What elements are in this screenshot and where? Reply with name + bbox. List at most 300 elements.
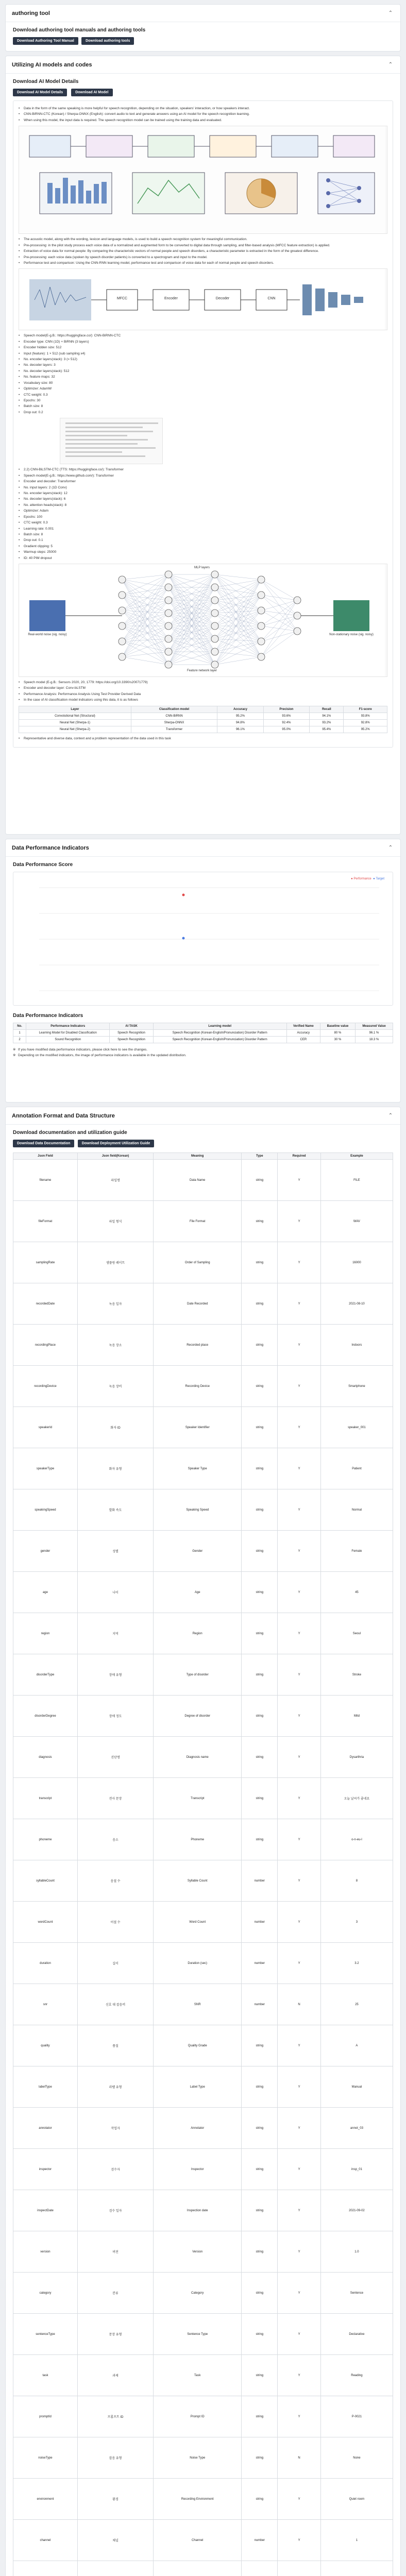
chevron-up-icon[interactable]: ⌃ — [388, 1113, 393, 1118]
table-cell: Sherpa-ONNX — [131, 719, 217, 726]
network-node — [211, 571, 218, 578]
table-cell: Y — [278, 1242, 321, 1283]
table-cell: 93.6% — [263, 713, 309, 719]
table-cell: 발화 속도 — [77, 1489, 153, 1531]
list-item: • Batch size: 8 — [19, 404, 43, 409]
table-cell: transcript — [13, 1778, 78, 1819]
table-cell: fileFormat — [13, 1201, 78, 1242]
network-node — [165, 661, 172, 668]
table-cell: duration — [13, 1943, 78, 1984]
table-cell: diagnosis — [13, 1737, 78, 1778]
table-cell — [242, 2561, 278, 2576]
download-tools-button[interactable]: Download authoring tools — [81, 37, 134, 45]
table-cell: Sentence Type — [154, 2314, 242, 2355]
table-cell: 오늘 날씨가 좋네요 — [320, 1778, 393, 1819]
table-cell: 과제 — [77, 2355, 153, 2396]
table-cell: File Format — [154, 1201, 242, 1242]
table-cell: Category — [154, 2273, 242, 2314]
table-cell: 작업자 — [77, 2108, 153, 2149]
diagram-left-label: Real-world noise (sig. noisy) — [28, 633, 67, 637]
table-cell: 녹음 장비 — [77, 1366, 153, 1407]
table-cell: 30 % — [320, 1037, 356, 1043]
table-cell: 라벨 유형 — [77, 2066, 153, 2108]
table-row — [13, 1819, 393, 1860]
table-cell: 녹음 일자 — [77, 1283, 153, 1325]
table-cell: 지역 — [77, 1613, 153, 1654]
network-node — [258, 622, 265, 630]
network-node — [258, 591, 265, 599]
table-row — [13, 1984, 393, 2025]
tab-model-details[interactable]: Download AI Model Details — [13, 89, 67, 96]
table-cell: quality — [13, 2025, 78, 2066]
table-cell: Gender — [154, 1531, 242, 1572]
table-cell: Version — [154, 2231, 242, 2273]
column-header: Example — [320, 1153, 393, 1160]
table-row — [13, 1407, 393, 1448]
table-row — [13, 1902, 393, 1943]
table-row — [13, 1201, 393, 1242]
table-cell: Degree of disorder — [154, 1696, 242, 1737]
table-cell: annotator — [13, 2108, 78, 2149]
list-item: • Learning rate: 0.001 — [19, 527, 54, 531]
network-node — [119, 576, 126, 583]
table-cell: snr — [13, 1984, 78, 2025]
list-item: • Drop out: 0.2 — [19, 410, 43, 414]
table-cell: string — [242, 2479, 278, 2520]
list-item: • Speech model (E-g.B.: Sensors 2020, 20, 1779: https://doi.org/10.3390/s20071779) — [19, 681, 148, 685]
table-cell: environment — [13, 2479, 78, 2520]
table-cell: Y — [278, 1407, 321, 1448]
table-cell: category — [13, 2273, 78, 2314]
table-cell: 품질 — [77, 2025, 153, 2066]
network-node — [119, 653, 126, 660]
network-node — [165, 597, 172, 604]
table-cell: speakingSpeed — [13, 1489, 78, 1531]
table-cell — [320, 2561, 393, 2576]
list-item: • Performance Analysis: Performance Analysis Using Test Provider Derived Data — [19, 692, 141, 696]
column-header: Layer — [19, 706, 131, 713]
list-item: • Pre-processing: each voice data (spoken by speech disorder patients) is converted to a spectrogram and input to the model. — [19, 255, 208, 259]
performance-header[interactable] — [6, 839, 400, 857]
table-cell: Female — [320, 1531, 393, 1572]
table-cell: Y — [278, 1448, 321, 1489]
table-cell: string — [242, 2149, 278, 2190]
list-item: • Speech model(E-g.B.: https://www.github.com/): Transformer — [19, 473, 114, 478]
table-cell: Y — [278, 2314, 321, 2355]
table-cell: 96.1% — [217, 726, 264, 733]
network-node — [211, 584, 218, 591]
network-node — [119, 591, 126, 599]
column-header: Type — [242, 1153, 278, 1160]
list-item: • No. decoder layers(stack): 6 — [19, 497, 66, 501]
list-item: • Epochs: 30 — [19, 399, 41, 403]
table-cell: Speech Recognition — [110, 1037, 153, 1043]
column-header: Accuracy — [217, 706, 264, 713]
table-cell: Speaker Identifier — [154, 1407, 242, 1448]
table-cell: N — [278, 2437, 321, 2479]
table-cell: Y — [278, 2149, 321, 2190]
table-row — [13, 1448, 393, 1489]
table-cell: 93.2% — [310, 719, 344, 726]
download-documentation-button[interactable]: Download Data Documentation — [13, 1140, 74, 1147]
table-cell: 1 — [320, 2520, 393, 2561]
annotation-table — [13, 1153, 393, 2576]
table-row — [19, 719, 387, 726]
table-cell: Indoors — [320, 1325, 393, 1366]
list-item: • Extraction of voice data for normal people: By comparing the characteristic vectors of normal people and speech disorders, a characteristic parameter is extracted in the form of the greatest difference. — [19, 249, 319, 253]
table-row — [13, 2520, 393, 2561]
perf-footnote-1: ※ If you have modified data performance indicators, please click here to see the changes. — [13, 1048, 148, 1052]
table-cell: version — [13, 2231, 78, 2273]
table-cell: 장애 정도 — [77, 1696, 153, 1737]
network-node — [294, 612, 301, 619]
table-cell: 2021-09-02 — [320, 2190, 393, 2231]
table-row — [13, 2149, 393, 2190]
table-cell: 길이 — [77, 1943, 153, 1984]
table-cell: Label Type — [154, 2066, 242, 2108]
network-node — [294, 628, 301, 635]
table-cell: 화자 유형 — [77, 1448, 153, 1489]
table-cell: task — [13, 2355, 78, 2396]
table-cell: 80 % — [320, 1030, 356, 1037]
table-cell: Mild — [320, 1696, 393, 1737]
table-row — [13, 2108, 393, 2149]
list-item: • The acoustic model, along with the wording, lexicon and language models, is used to build a speech recognition system for meaningful communication. — [19, 238, 247, 242]
table-row — [13, 1160, 393, 1201]
table-cell: speaker_001 — [320, 1407, 393, 1448]
download-manual-button[interactable]: Download Authoring Tool Manual — [13, 37, 78, 45]
list-item: • Encoder type: CNN (1D) + BiRNN (3 layers) — [19, 340, 89, 344]
table-cell: Y — [278, 1160, 321, 1201]
list-item: • No. feature maps: 32 — [19, 375, 55, 379]
table-cell: 2021-08-10 — [320, 1283, 393, 1325]
table-cell: inspectDate — [13, 2190, 78, 2231]
table-cell: string — [242, 1242, 278, 1283]
table-cell: 3.2 — [320, 1943, 393, 1984]
table-cell: Syllable Count — [154, 1860, 242, 1902]
table-cell: SNR — [154, 1984, 242, 2025]
list-item: • Optimizer: Adam — [19, 509, 49, 513]
table-cell: string — [242, 1613, 278, 1654]
list-item: • Drop out: 0.1 — [19, 538, 43, 543]
pipeline-figure — [19, 268, 387, 330]
list-item: • Pre-processing: in the pilot study process each voice data of a normalized and augmented form to be converted to digital data through sampling, and filter-based analysis (MFCC feature extraction) is applied. — [19, 243, 330, 247]
table-row — [13, 1325, 393, 1366]
table-cell: 92.4% — [263, 719, 309, 726]
table-cell: noiseType — [13, 2437, 78, 2479]
score-point-target — [182, 937, 185, 940]
table-cell: Phoneme — [154, 1819, 242, 1860]
table-cell: string — [242, 2190, 278, 2231]
authoring-subtitle: Download authoring tool manuals and authoring tools — [13, 27, 146, 33]
table-row — [13, 1283, 393, 1325]
table-cell: number — [242, 2520, 278, 2561]
table-cell: Y — [278, 1696, 321, 1737]
network-node — [258, 607, 265, 614]
column-header: Baseline value — [320, 1023, 356, 1030]
table-cell: 문장 유형 — [77, 2314, 153, 2355]
network-node — [211, 622, 218, 630]
network-node — [165, 648, 172, 655]
network-node — [119, 638, 126, 645]
table-cell: P-0021 — [320, 2396, 393, 2437]
table-row — [13, 1860, 393, 1902]
table-cell: 샘플링 레이트 — [77, 1242, 153, 1283]
table-cell: 환경 — [77, 2479, 153, 2520]
table-row — [19, 713, 387, 719]
table-cell: 92.8% — [344, 719, 387, 726]
list-item: • Epochs: 100 — [19, 515, 43, 519]
column-header: Learning model — [153, 1023, 286, 1030]
table-cell: Speech Recognition (Korean-English/Pronunciation) Disorder Pattern — [153, 1037, 286, 1043]
table-cell: string — [242, 1489, 278, 1531]
table-cell: string — [242, 2273, 278, 2314]
chevron-up-icon[interactable]: ⌃ — [388, 845, 393, 851]
table-cell: Y — [278, 2520, 321, 2561]
table-cell: string — [242, 2025, 278, 2066]
table-row — [13, 1037, 393, 1043]
table-cell: promptId — [13, 2396, 78, 2437]
table-row — [13, 2355, 393, 2396]
table-cell: Channel — [154, 2520, 242, 2561]
authoring-title: authoring tool — [12, 10, 50, 16]
download-guide-button[interactable]: Download Deployment Utilization Guide — [78, 1140, 155, 1147]
score-chart-panel — [13, 872, 393, 1006]
table-row — [13, 1778, 393, 1819]
table-row — [13, 1696, 393, 1737]
footnote: • Representative and diverse data, context and a problem representation of the data used in this task — [19, 736, 171, 740]
table-cell: filename — [13, 1160, 78, 1201]
authoring-header[interactable] — [6, 5, 400, 22]
table-row — [13, 2561, 393, 2576]
table-cell: number — [242, 1902, 278, 1943]
table-row — [19, 726, 387, 733]
table-cell: Duration (sec) — [154, 1943, 242, 1984]
table-cell: Annotator — [154, 2108, 242, 2149]
table-cell: string — [242, 2108, 278, 2149]
table-cell: Y — [278, 1819, 321, 1860]
ai-models-title: Utilizing AI models and codes — [12, 61, 92, 68]
table-cell: Y — [278, 1283, 321, 1325]
table-cell: 어절 수 — [77, 1902, 153, 1943]
table-cell: Region — [154, 1613, 242, 1654]
table-cell: 3 — [320, 1902, 393, 1943]
table-cell: 음절 수 — [77, 1860, 153, 1902]
table-cell: string — [242, 1407, 278, 1448]
table-cell: 성별 — [77, 1531, 153, 1572]
table-cell: 버전 — [77, 2231, 153, 2273]
network-node — [119, 622, 126, 630]
table-cell: Y — [278, 1366, 321, 1407]
table-cell: labelType — [13, 2066, 78, 2108]
annotation-subtitle: Download documentation and utilization guide — [13, 1130, 127, 1136]
table-row — [13, 2066, 393, 2108]
table-cell: insp_01 — [320, 2149, 393, 2190]
ai-models-header[interactable] — [6, 56, 400, 74]
performance-title: Data Performance Indicators — [12, 844, 89, 851]
table-cell: region — [13, 1613, 78, 1654]
column-header: Verified Name — [286, 1023, 320, 1030]
list-item: • Encoder and decoder: Transformer — [19, 480, 76, 484]
table-cell: Manual — [320, 2066, 393, 2108]
list-item: • Vocabulary size: 80 — [19, 381, 53, 385]
table-cell — [278, 2561, 321, 2576]
table-cell: 음소 — [77, 1819, 153, 1860]
table-cell: 녹음 장소 — [77, 1325, 153, 1366]
table-cell: Learning Model for Disabled Classification — [26, 1030, 110, 1037]
table-cell: 신호 대 잡음비 — [77, 1984, 153, 2025]
table-cell: phoneme — [13, 1819, 78, 1860]
table-cell: Task — [154, 2355, 242, 2396]
table-cell: 화자 ID — [77, 1407, 153, 1448]
table-cell: Dysarthria — [320, 1737, 393, 1778]
table-cell: string — [242, 1448, 278, 1489]
table-cell: Reading — [320, 2355, 393, 2396]
list-item: • Data in the form of the same speaking is more helpful for speech recognition, depending on the situation, speakers' interaction, or how speakers interact. — [19, 107, 250, 110]
chevron-up-icon[interactable]: ⌃ — [388, 10, 393, 16]
table-cell: recordingDevice — [13, 1366, 78, 1407]
performance-section — [5, 839, 401, 1103]
table-cell: 45 — [320, 1572, 393, 1613]
legend-performance: ● Performance — [351, 877, 371, 880]
table-row — [13, 1030, 393, 1037]
table-cell: Neural Net (Sherpa-1) — [19, 719, 131, 726]
table-cell: Y — [278, 1737, 321, 1778]
table-cell: speakerType — [13, 1448, 78, 1489]
pipeline-diagram — [19, 269, 385, 330]
column-header: Meaning — [154, 1153, 242, 1160]
table-cell: Speech Recognition (Korean-English/Pronunciation) Disorder Pattern — [153, 1030, 286, 1037]
table-cell: Y — [278, 1325, 321, 1366]
table-cell: Convolutional Net (Structural) — [19, 713, 131, 719]
table-cell: 25 — [320, 1984, 393, 2025]
table-cell: Y — [278, 2108, 321, 2149]
table-cell: CNN-BiRNN — [131, 713, 217, 719]
network-node — [119, 607, 126, 614]
table-cell: Declarative — [320, 2314, 393, 2355]
table-cell: 95.0% — [263, 726, 309, 733]
table-cell: 95.4% — [310, 726, 344, 733]
table-cell: 검수자 — [77, 2149, 153, 2190]
table-cell: Speaking Speed — [154, 1489, 242, 1531]
table-row — [13, 2314, 393, 2355]
table-cell: 16000 — [320, 1242, 393, 1283]
list-item: • Encoder hidden size: 512 — [19, 346, 62, 350]
list-item: • Batch size: 8 — [19, 532, 43, 536]
table-cell: disorderType — [13, 1654, 78, 1696]
table-cell: gender — [13, 1531, 78, 1572]
table-row — [13, 1613, 393, 1654]
table-cell: Y — [278, 1902, 321, 1943]
score-title: Data Performance Score — [13, 862, 73, 868]
table-cell: 94.1% — [310, 713, 344, 719]
architecture-diagram — [19, 126, 385, 234]
table-cell: Noise Type — [154, 2437, 242, 2479]
table-cell: string — [242, 1696, 278, 1737]
network-node — [165, 622, 172, 630]
architecture-figure — [19, 126, 387, 234]
table-cell: Smartphone — [320, 1366, 393, 1407]
table-cell: o-n-eu-l — [320, 1819, 393, 1860]
table-cell: 95.2% — [217, 713, 264, 719]
ai-models-section — [5, 56, 401, 835]
table-cell: 전사 문장 — [77, 1778, 153, 1819]
cnn-label: CNN — [267, 297, 276, 301]
table-row — [13, 1242, 393, 1283]
table-cell: 1.0 — [320, 2231, 393, 2273]
annotation-section — [5, 1107, 401, 2576]
table-cell: syllableCount — [13, 1860, 78, 1902]
table-cell: Sound Recognition — [26, 1037, 110, 1043]
table-cell: 1 — [13, 1030, 26, 1037]
table-row — [13, 1654, 393, 1696]
table-cell: Y — [278, 1654, 321, 1696]
table-row — [13, 2396, 393, 2437]
list-item: • No. attention heads(stack): 8 — [19, 503, 67, 507]
table-cell: string — [242, 2437, 278, 2479]
table-cell: Transcript — [154, 1778, 242, 1819]
table-cell: Seoul — [320, 1613, 393, 1654]
network-node — [258, 638, 265, 645]
table-cell: 파일 형식 — [77, 1201, 153, 1242]
network-node — [258, 576, 265, 583]
table-row — [13, 1943, 393, 1984]
table-cell: string — [242, 1531, 278, 1572]
table-cell: wordCount — [13, 1902, 78, 1943]
table-cell: Recorded place — [154, 1325, 242, 1366]
table-cell: 파일명 — [77, 1160, 153, 1201]
table-cell: 채널 — [77, 2520, 153, 2561]
table-cell: string — [242, 1201, 278, 1242]
list-item: • CTC weight: 0.3 — [19, 393, 48, 397]
table-row — [13, 2025, 393, 2066]
table-cell: inspector — [13, 2149, 78, 2190]
table-cell: Prompt ID — [154, 2396, 242, 2437]
table-cell: string — [242, 1160, 278, 1201]
column-header: No. — [13, 1023, 26, 1030]
table-row — [13, 1489, 393, 1531]
table-cell: Quiet room — [320, 2479, 393, 2520]
table-cell: Neural Net (Sherpa-2) — [19, 726, 131, 733]
table-cell: Recording Device — [154, 1366, 242, 1407]
table-cell: 8 — [320, 1860, 393, 1902]
table-cell: Y — [278, 1489, 321, 1531]
tab-model-download[interactable]: Download AI Model — [71, 89, 112, 96]
table-cell: 95.2% — [344, 726, 387, 733]
table-cell: string — [242, 2066, 278, 2108]
model-panel — [13, 100, 393, 748]
network-node — [258, 653, 265, 660]
column-header: Json field(Korean) — [77, 1153, 153, 1160]
table-cell: Order of Sampling — [154, 1242, 242, 1283]
table-cell: number — [242, 1860, 278, 1902]
table-cell — [77, 2561, 153, 2576]
table-cell: Sentence — [320, 2273, 393, 2314]
list-item: • Speech model(E-g.B.: https://huggingface.co/): CNN-BiRNN-CTC — [19, 334, 121, 338]
table-row — [13, 2273, 393, 2314]
table-cell: Date Recorded — [154, 1283, 242, 1325]
column-header: AI TASK — [110, 1023, 153, 1030]
list-item: • No. decoder layers: 3 — [19, 363, 56, 367]
list-item: • Input (feature): 1 × 512 (sub sampling x4) — [19, 351, 86, 355]
table-cell: 나이 — [77, 1572, 153, 1613]
table-cell: 프롬프트 ID — [77, 2396, 153, 2437]
table-row — [13, 1366, 393, 1407]
annotation-header[interactable] — [6, 1107, 400, 1125]
chevron-up-icon[interactable]: ⌃ — [388, 62, 393, 67]
table-cell: recordedDate — [13, 1283, 78, 1325]
training-screenshot — [60, 418, 163, 464]
